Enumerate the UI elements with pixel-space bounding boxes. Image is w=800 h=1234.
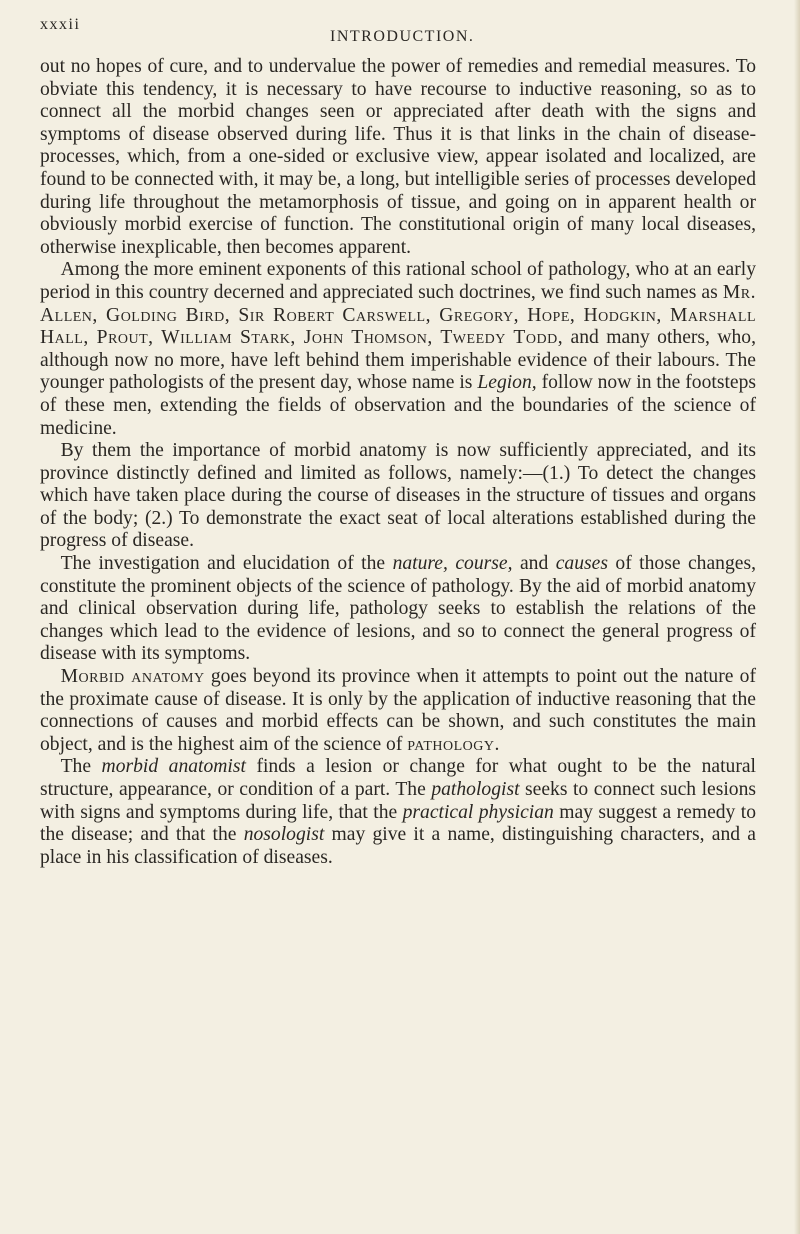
running-head xyxy=(40,14,740,45)
paragraph-1: out no hopes of cure, and to undervalue the power of remedies and remedial measures. To obviate this tendency, it is necessary to have recourse to inductive reasoning, so as to connect all the morbid changes seen or appreciated after death with the signs and symptoms of disease observed during life. Thus it is that links in the chain of disease-processes, which, from a one-sided or exclusive view, appear isolated and localized, are found to be connected with, it may be, a long, but intelligible series of processes developed during life throughout the metamorphosis of tissue, and going on in apparent health or obviously morbid exercise of function. The constitutional origin of many local diseases, otherwise inexplicable, then becomes apparent. xyxy=(40,56,756,258)
pathologist-names: Mr. Allen, Golding Bird, Sir Robert Carswell, Gregory, Hope, Hodgkin, Marshall Hall, Prout, William Stark, John Thomson, Tweedy Todd, xyxy=(40,281,756,349)
chapter-title: INTRODUCTION. xyxy=(330,28,475,45)
legion-word: Legion, xyxy=(477,372,537,394)
paragraph-3: By them the importance of morbid anatomy is now sufficiently appreciated, and its province distinctly defined and limited as follows, namely:—(1.) To detect the changes which have taken place during the course of diseases in the structure of tissues and organs of the body; (2.) To demonstrate the exact seat of local alterations established during the progress of disease. xyxy=(40,440,756,552)
page-number: xxxii xyxy=(40,16,81,33)
body-text xyxy=(40,56,756,869)
paragraph-4: The investigation and elucidation of the nature, course, and causes of those changes, constitute the prominent objects of the science of pathology. By the aid of morbid anatomy and clinical observation during life, pathology seeks to establish the relations of the changes which lead to the evidence of lesions, and so to connect the general progress of disease with its symptoms. xyxy=(40,553,756,665)
paragraph-5: Morbid anatomy goes beyond its province when it attempts to point out the nature of the proximate cause of disease. It is only by the application of inductive reasoning that the connections of causes and morbid effects can be shown, and such constitutes the main object, and is the highest aim of the science of pathology. xyxy=(40,666,756,755)
paragraph-2: Among the more eminent exponents of this rational school of pathology, who at an early period in this country decerned and appreciated such doctrines, we find such names as Mr. Allen, Golding Bird, Sir Robert Carswell, Gregory, Hope, Hodgkin, Marshall Hall, Prout, William Stark, John Thomson, Tweedy Todd, and many others, who, although now no more, have left behind them imperishable evidence of their labours. The younger pathologists of the present day, whose name is Legion, follow now in the footsteps of these men, extending the fields of observation and the boundaries of the science of medicine. xyxy=(40,259,757,439)
paragraph-6: The morbid anatomist finds a lesion or change for what ought to be the natural structure, appearance, or condition of a part. The pathologist seeks to connect such lesions with signs and symptoms during life, that the practical physician may suggest a remedy to the disease; and that the nosologist may give it a name, distinguishing characters, and a place in his classification of diseases. xyxy=(40,756,757,868)
page-edge-shadow xyxy=(794,0,800,1234)
